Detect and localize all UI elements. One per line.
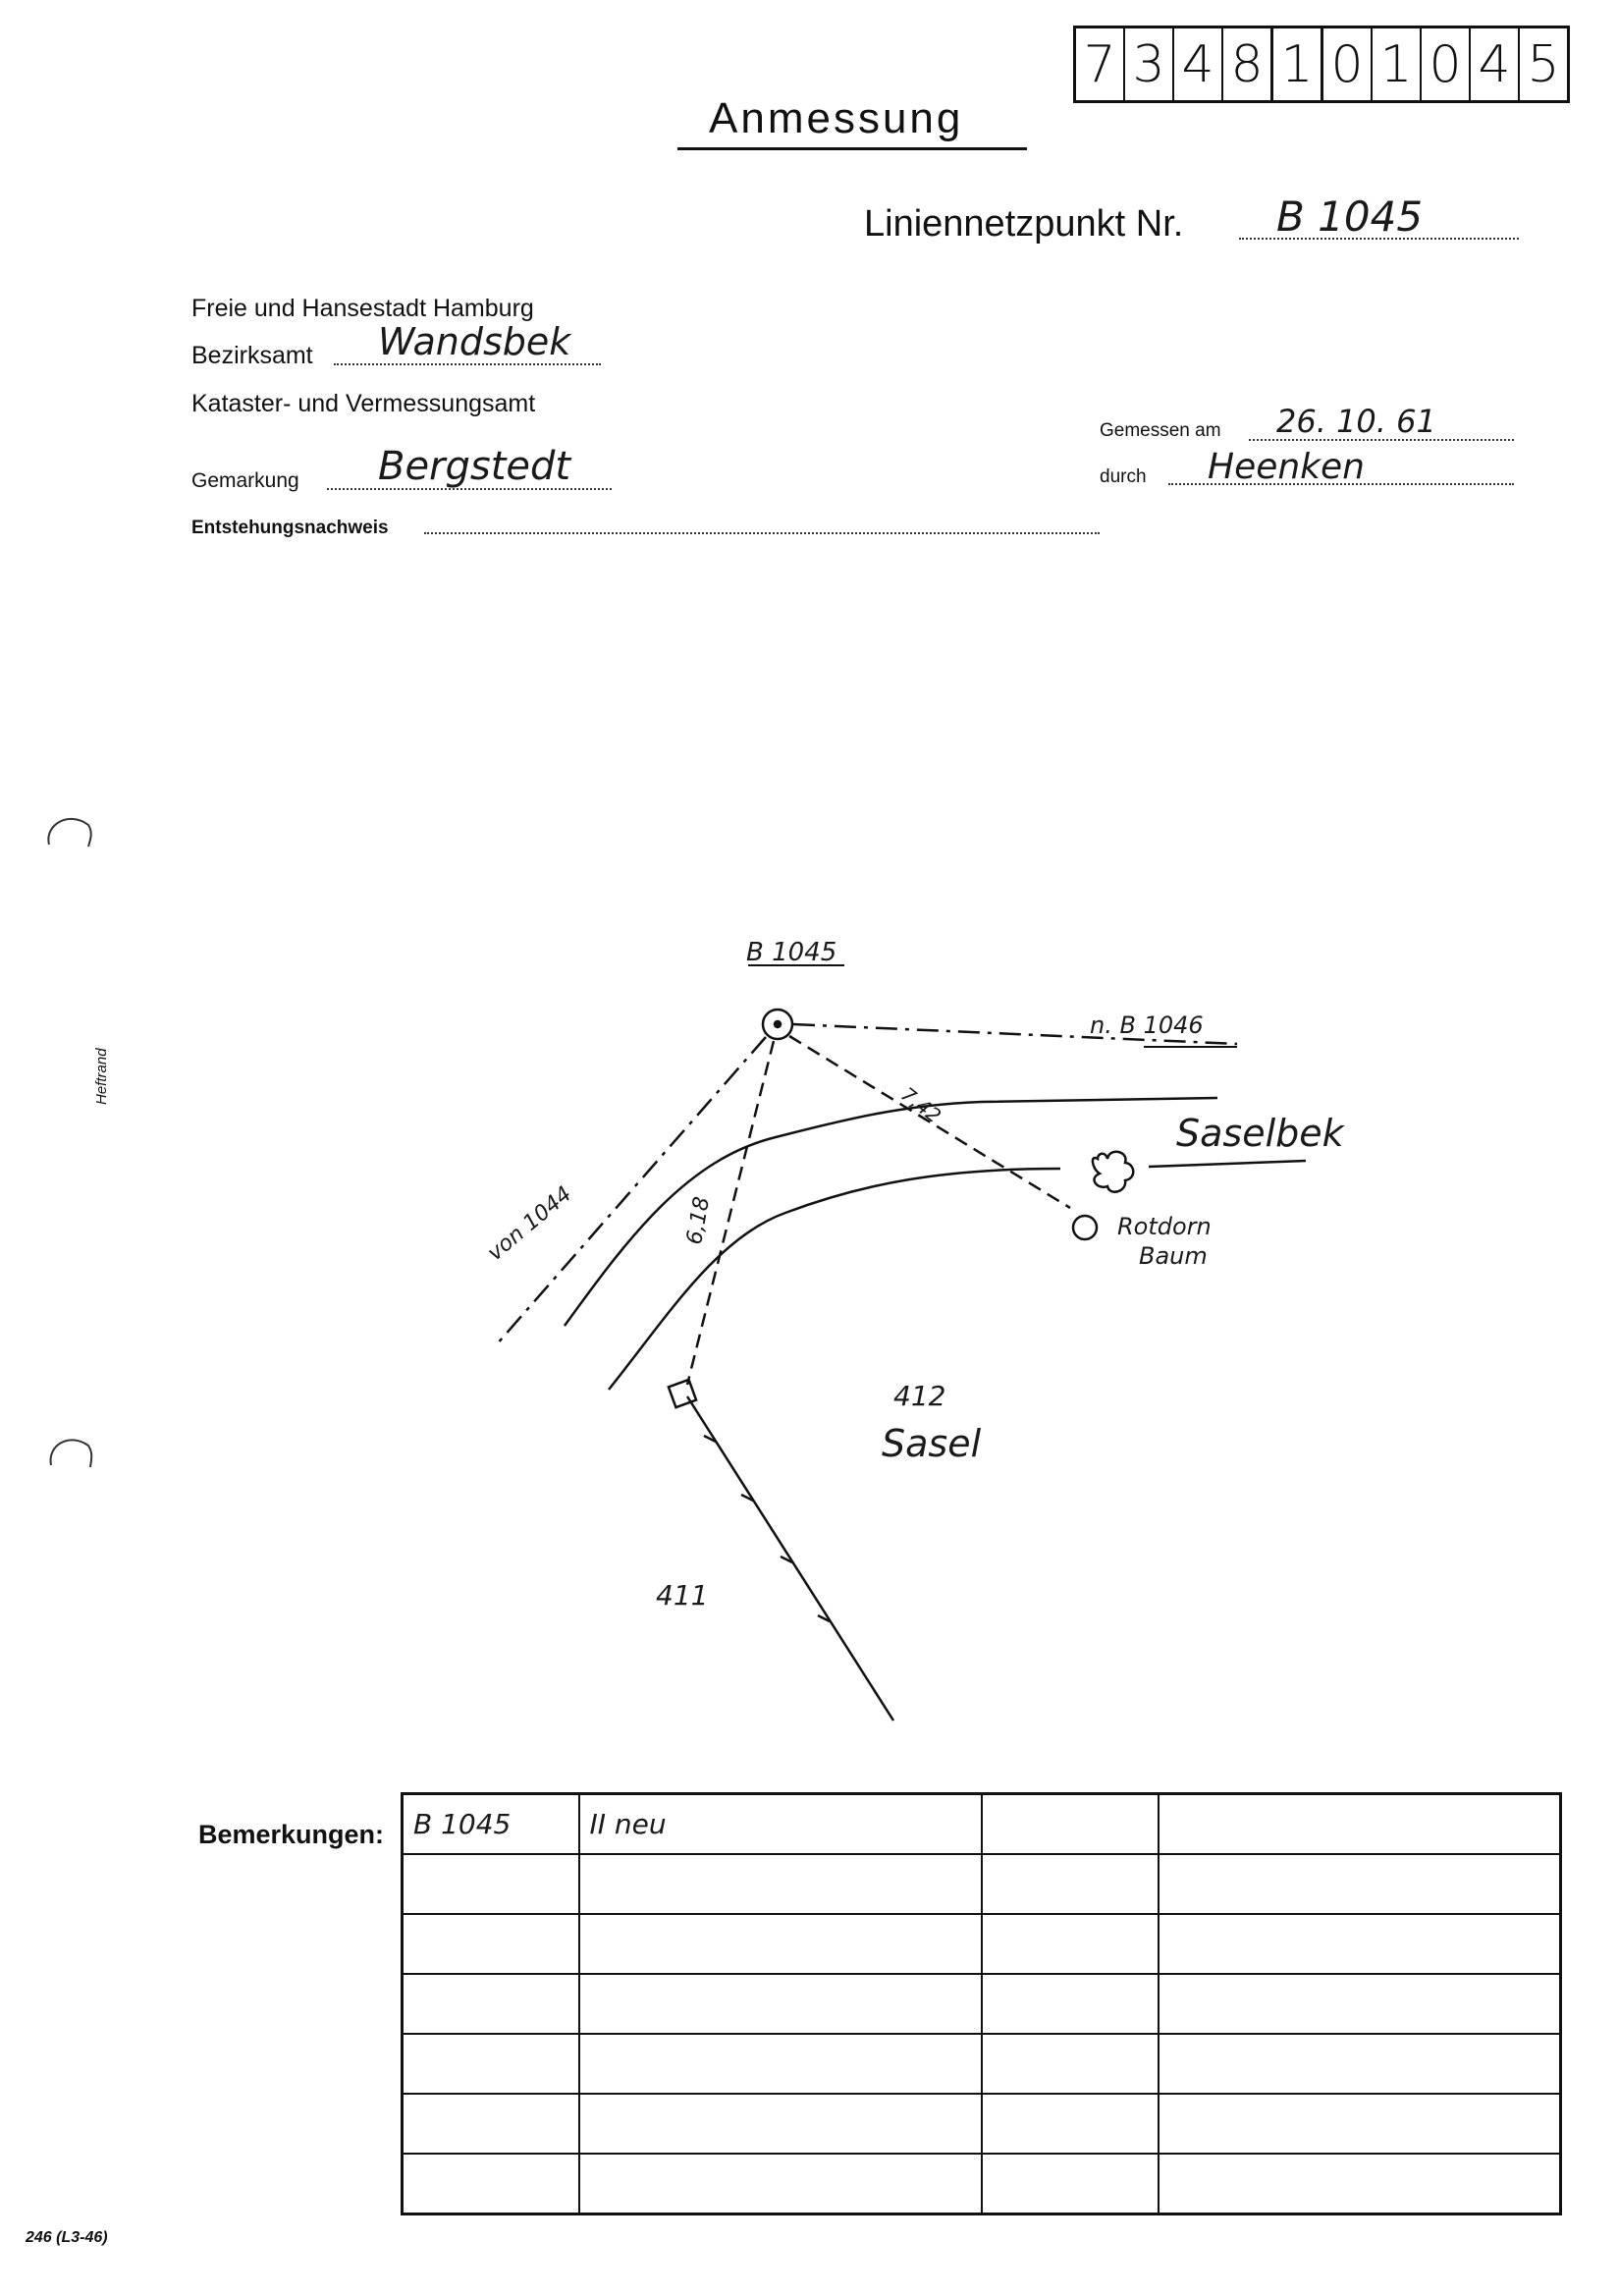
remarks-cell — [1159, 1854, 1561, 1914]
number-digit-box: 4 — [1471, 28, 1520, 100]
remarks-cell: B 1045 — [403, 1794, 579, 1855]
remarks-cell — [579, 2094, 982, 2154]
gemessen-label: Gemessen am — [1100, 420, 1221, 441]
remarks-cell — [1159, 2094, 1561, 2154]
remarks-cell — [403, 2034, 579, 2094]
remarks-cell — [579, 2034, 982, 2094]
number-digit-box: 7 — [1076, 28, 1125, 100]
remarks-cell — [403, 1854, 579, 1914]
number-digit-box: 5 — [1527, 34, 1560, 94]
parcel-boundary — [687, 1396, 893, 1721]
remarks-row — [403, 1914, 1561, 1974]
remarks-cell — [1159, 1914, 1561, 1974]
bezirksamt-value: Wandsbek — [378, 320, 571, 363]
form-code: 246 (L3-46) — [26, 2229, 108, 2246]
remarks-cell — [982, 1854, 1159, 1914]
gemarkung-label: Gemarkung — [191, 469, 299, 492]
sketch-parcel-412: 412 — [893, 1380, 946, 1412]
number-digit-box: 3 — [1125, 28, 1174, 100]
remarks-row — [403, 1974, 1561, 2034]
remarks-cell — [1159, 2154, 1561, 2214]
remarks-cell — [982, 2034, 1159, 2094]
remarks-cell — [982, 2094, 1159, 2154]
remarks-cell — [1159, 1974, 1561, 2034]
remarks-table — [401, 1792, 1562, 2215]
stream-bank-lower — [609, 1169, 1060, 1390]
remarks-cell — [1159, 1794, 1561, 1855]
remarks-cell — [403, 2094, 579, 2154]
sketch-tree-label-2: Baum — [1139, 1242, 1208, 1270]
remarks-row — [403, 1854, 1561, 1914]
remarks-cell: II neu — [579, 1794, 982, 1855]
entstehung-label: Entstehungsnachweis — [191, 518, 389, 538]
gemessen-value: 26. 10. 61 — [1276, 403, 1436, 440]
remarks-label: Bemerkungen: — [198, 1820, 385, 1849]
number-digit-box: 4 — [1174, 28, 1223, 100]
sketch-parcel-411: 411 — [656, 1579, 709, 1612]
remarks-cell — [982, 1974, 1159, 2034]
remarks-cell — [403, 1974, 579, 2034]
gemarkung-value: Bergstedt — [378, 444, 571, 489]
remarks-cell — [403, 1914, 579, 1974]
remarks-row — [403, 2094, 1561, 2154]
sketch-distance-b: 6,18 — [682, 1194, 716, 1247]
tree-marker — [1073, 1216, 1097, 1239]
sketch-point-label: B 1045 — [746, 938, 837, 967]
remarks-cell — [579, 1974, 982, 2034]
sketch-distance-a: 7,42 — [896, 1082, 946, 1128]
remarks-cell — [982, 1914, 1159, 1974]
bezirksamt-label: Bezirksamt — [191, 342, 313, 369]
number-digit-box: 0 — [1323, 28, 1373, 100]
number-digit-box: 1 — [1273, 28, 1323, 100]
line-from-1044 — [496, 1037, 766, 1345]
remarks-cell — [579, 2154, 982, 2214]
point-number-label: Liniennetzpunkt Nr. — [864, 203, 1184, 245]
sketch-tree-label-1: Rotdorn — [1117, 1213, 1212, 1240]
remarks-cell — [982, 2154, 1159, 2214]
number-digit-box: 8 — [1223, 28, 1273, 100]
sketch-parcel-412-name: Sasel — [882, 1422, 982, 1465]
stream-bank-upper — [565, 1098, 1217, 1326]
durch-label: durch — [1100, 466, 1147, 487]
tree-crown — [1093, 1152, 1133, 1192]
remarks-cell — [579, 1914, 982, 1974]
remarks-row — [403, 2154, 1561, 2214]
sketch-to-next-label: n. B 1046 — [1090, 1011, 1204, 1039]
stream-bank-east — [1149, 1161, 1306, 1167]
sketch-from-prev-label: von 1044 — [483, 1181, 577, 1267]
remarks-cell — [1159, 2034, 1561, 2094]
remarks-row — [403, 2034, 1561, 2094]
authority-line1: Freie und Hansestadt Hamburg — [191, 295, 534, 322]
point-number-value: B 1045 — [1276, 192, 1424, 241]
remarks-row — [403, 1794, 1561, 1855]
heftrand-label: Heftrand — [93, 1048, 110, 1105]
durch-signature: Heenken — [1208, 447, 1365, 487]
remarks-cell — [403, 2154, 579, 2214]
remarks-cell — [982, 1794, 1159, 1855]
number-digit-box: 1 — [1373, 28, 1422, 100]
sketch-stream-label: Saselbek — [1176, 1112, 1344, 1155]
authority-line3: Kataster- und Vermessungsamt — [191, 390, 536, 417]
remarks-cell — [579, 1854, 982, 1914]
page-title: Anmessung — [709, 94, 964, 142]
number-digit-box: 0 — [1422, 28, 1471, 100]
